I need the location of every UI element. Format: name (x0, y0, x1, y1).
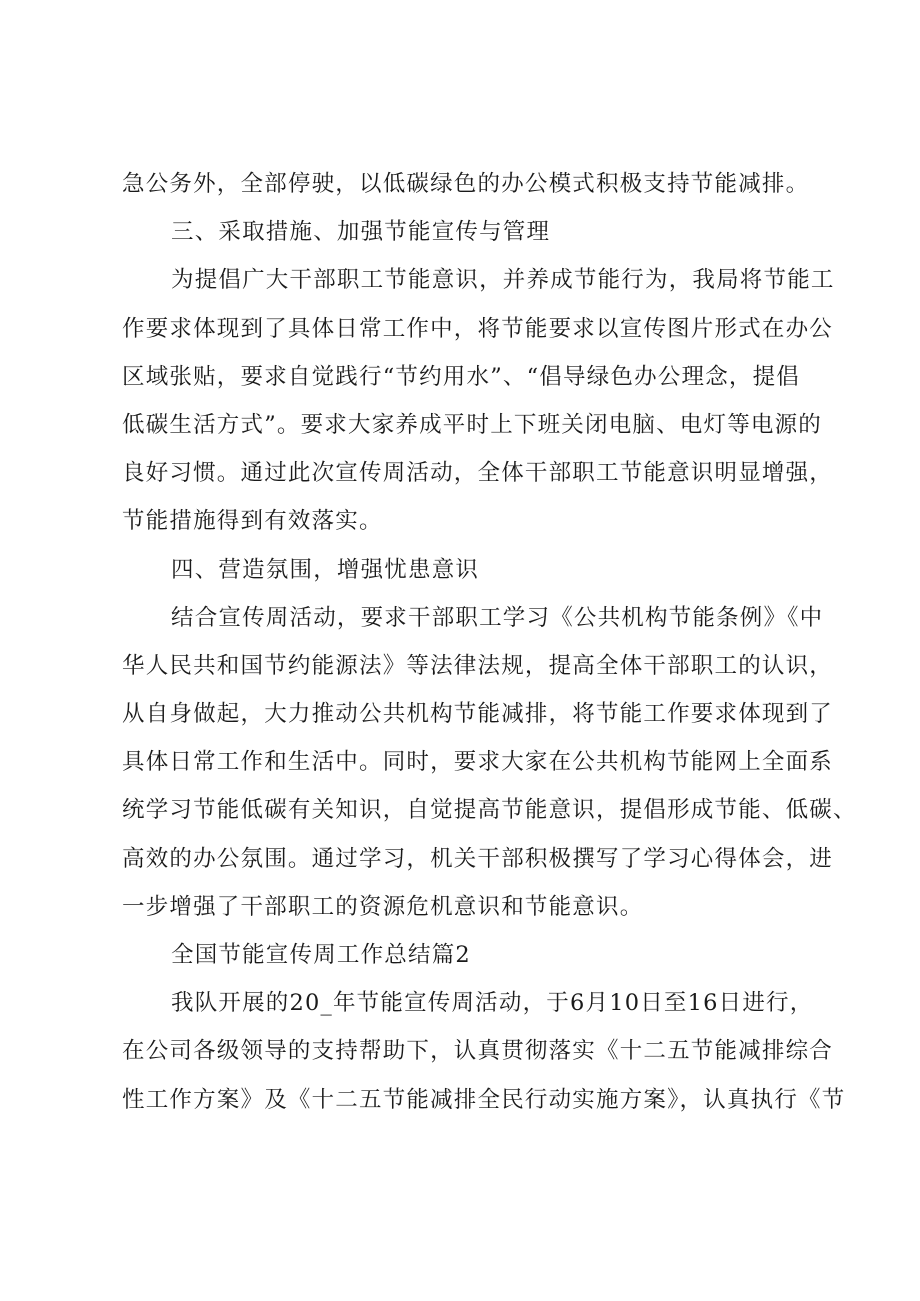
paragraph-line: 高效的办公氛围。通过学习，机关干部积极撰写了学习心得体会，进 (122, 845, 834, 872)
article-title: 全国节能宣传周工作总结篇2 (171, 942, 471, 968)
paragraph-line: 区域张贴，要求自觉践行“节约用水”、“倡导绿色办公理念，提倡 (122, 363, 801, 390)
paragraph-line: 一步增强了干部职工的资源危机意识和节能意识。 (122, 893, 644, 920)
section-heading-3: 三、采取措施、加强节能宣传与管理 (171, 219, 551, 246)
paragraph-line: 为提倡广大干部职工节能意识，并养成节能行为，我局将节能工 (171, 267, 835, 294)
paragraph-line: 节能措施得到有效落实。 (122, 508, 383, 535)
paragraph-line: 在公司各级领导的支持帮助下，认真贯彻落实《十二五节能减排综合 (122, 1038, 834, 1065)
paragraph-line: 性工作方案》及《十二五节能减排全民行动实施方案》，认真执行《节 (122, 1086, 846, 1113)
paragraph-line: 急公务外，全部停驶，以低碳绿色的办公模式积极支持节能减排。 (122, 171, 810, 197)
paragraph-line: 统学习节能低碳有关知识，自觉提高节能意识，提倡形成节能、低碳、 (122, 797, 857, 824)
paragraph-line: 具体日常工作和生活中。同时，要求大家在公共机构节能网上全面系 (122, 749, 834, 776)
section-heading-4: 四、营造氛围，增强忧患意识 (171, 556, 480, 583)
document-body (122, 160, 857, 1124)
paragraph-line: 结合宣传周活动，要求干部职工学习《公共机构节能条例》《中 (171, 604, 824, 631)
paragraph-line: 从自身做起，大力推动公共机构节能减排，将节能工作要求体现到了 (122, 701, 834, 728)
paragraph-line: 我队开展的20_年节能宣传周活动，于6月10日至16日进行， (171, 990, 814, 1017)
paragraph-line: 良好习惯。通过此次宣传周活动，全体干部职工节能意识明显增强， (122, 460, 834, 487)
paragraph-line: 作要求体现到了具体日常工作中，将节能要求以宣传图片形式在办公 (122, 315, 834, 342)
paragraph-line: 低碳生活方式”。要求大家养成平时上下班关闭电脑、电灯等电源的 (122, 411, 823, 438)
paragraph-line: 华人民共和国节约能源法》等法律法规，提高全体干部职工的认识， (122, 652, 834, 679)
